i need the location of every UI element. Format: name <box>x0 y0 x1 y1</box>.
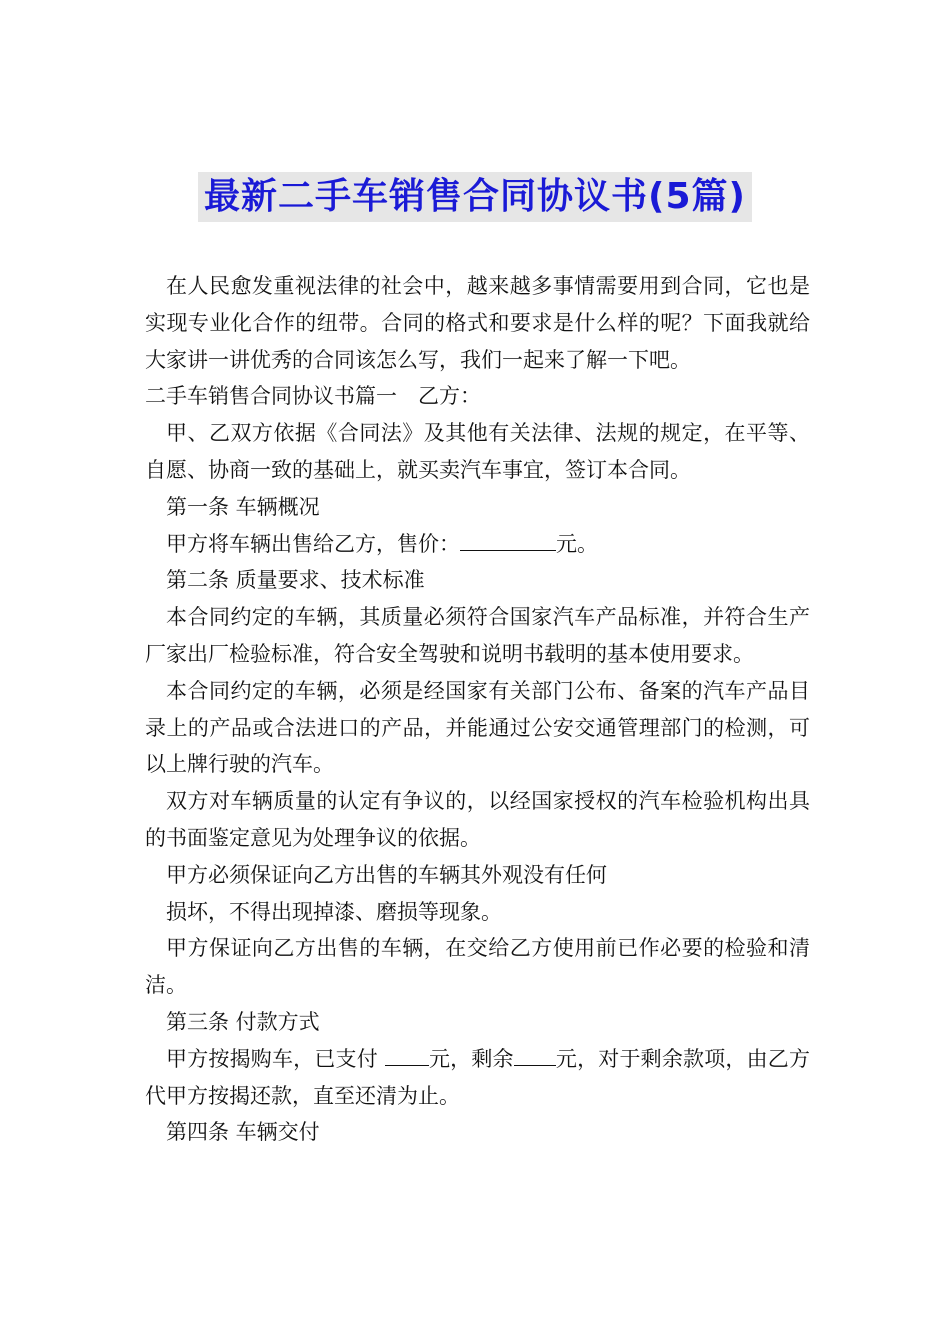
paragraph: 甲方必须保证向乙方出售的车辆其外观没有任何 <box>166 862 607 887</box>
paid-blank <box>385 1041 429 1066</box>
article-heading: 第四条 车辆交付 <box>166 1120 320 1145</box>
paragraph: 双方对车辆质量的认定有争议的，以经国家授权的汽车检验机构出具的书面鉴定意见为处理争议的依据。 <box>145 789 810 850</box>
payment-text-c: 元，对于剩余款项，由乙方代甲方按揭还款，直至还清为止。 <box>145 1046 810 1108</box>
intro-paragraph: 在人民愈发重视法律的社会中，越来越多事情需要用到合同，它也是实现专业化合作的纽带。合同的格式和要求是什么样的呢？下面我就给大家讲一讲优秀的合同该怎么写，我们一起来了解一下吧。 <box>145 274 810 372</box>
paragraph: 本合同约定的车辆，其质量必须符合国家汽车产品标准，并符合生产厂家出厂检验标准，符合安全驾驶和说明书载明的基本使用要求。 <box>145 605 810 666</box>
price-blank <box>460 526 556 551</box>
article-heading: 第二条 质量要求、技术标准 <box>166 568 425 593</box>
paragraph: 甲方保证向乙方出售的车辆，在交给乙方使用前已作必要的检验和清洁。 <box>145 936 810 998</box>
payment-text-b: 元，剩余 <box>428 1046 514 1071</box>
document-body <box>145 268 810 1151</box>
price-text: 甲方将车辆出售给乙方，售价： <box>166 531 460 556</box>
article-heading: 第一条 车辆概况 <box>166 494 320 519</box>
price-paragraph <box>145 526 810 563</box>
document-title: 最新二手车销售合同协议书(5篇) <box>198 172 752 222</box>
paragraph: 甲、乙双方依据《合同法》及其他有关法律、法规的规定，在平等、自愿、协商一致的基础上，就买卖汽车事宜，签订本合同。 <box>145 421 810 482</box>
section-heading: 二手车销售合同协议书篇一 乙方： <box>145 384 481 409</box>
article-heading: 第三条 付款方式 <box>166 1009 320 1034</box>
price-unit: 元。 <box>556 531 598 556</box>
remaining-blank <box>514 1041 556 1066</box>
paragraph: 本合同约定的车辆，必须是经国家有关部门公布、备案的汽车产品目录上的产品或合法进口的产品，并能通过公安交通管理部门的检测，可以上牌行驶的汽车。 <box>145 678 810 777</box>
payment-text-a: 甲方按揭购车，已支付 <box>166 1046 385 1071</box>
paragraph: 损坏，不得出现掉漆、磨损等现象。 <box>166 899 502 924</box>
payment-paragraph <box>145 1041 810 1115</box>
title-wrap <box>0 172 950 222</box>
